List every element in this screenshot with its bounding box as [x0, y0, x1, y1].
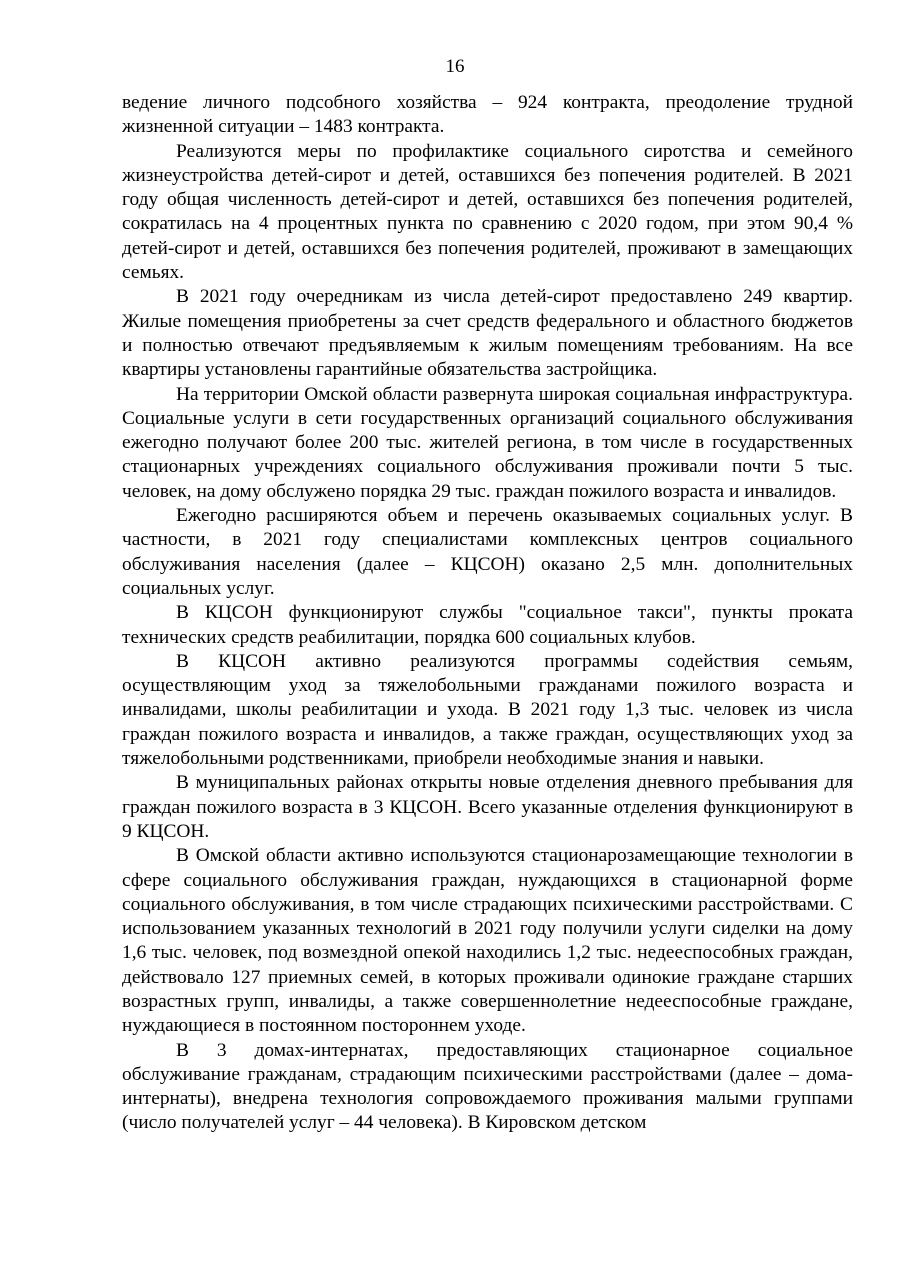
- paragraph-3: В 2021 году очередникам из числа детей-сирот предоставлено 249 квартир. Жилые помещения приобретены за счет средств федерального и областного бюджетов и полностью отвечают предъявляемым к жилым помещениям требованиям. На все квартиры установлены гарантийные обязательства застройщика.: [122, 286, 853, 381]
- paragraph-7: В КЦСОН активно реализуются программы содействия семьям, осуществляющим уход за тяжелобольными гражданами пожилого возраста и инвалидами, школы реабилитации и ухода. В 2021 году 1,3 тыс. человек из числа граждан пожилого возраста и инвалидов, а также граждан, осуществляющих уход за тяжелобольными родственниками, приобрели необходимые знания и навыки.: [122, 650, 853, 770]
- paragraph-10: В 3 домах-интернатах, предоставляющих стационарное социальное обслуживание гражданам, страдающим психическими расстройствами (далее – дома-интернаты), внедрена технология сопровождаемого проживания малыми группами (число получателей услуг – 44 человека). В Кировском детском: [122, 1039, 853, 1134]
- paragraph-4: На территории Омской области развернута широкая социальная инфраструктура. Социальные услуги в сети государственных организаций социального обслуживания ежегодно получают более 200 тыс. жителей региона, в том числе в государственных стационарных учреждениях социального обслуживания проживали почти 5 тыс. человек, на дому обслужено порядка 29 тыс. граждан пожилого возраста и инвалидов.: [122, 383, 853, 502]
- page-number: 16: [445, 56, 465, 77]
- paragraph-1: ведение личного подсобного хозяйства – 924 контракта, преодоление трудной жизненной ситуации – 1483 контракта.: [122, 92, 853, 138]
- paragraph-2: Реализуются меры по профилактике социального сиротства и семейного жизнеустройства детей-сирот и детей, оставшихся без попечения родителей. В 2021 году общая численность детей-сирот и детей, оставшихся без попечения родителей, сократилась на 4 процентных пункта по сравнению с 2020 годом, при этом 90,4 % детей-сирот и детей, оставшихся без попечения родителей, проживают в замещающих семьях.: [122, 140, 853, 284]
- paragraph-6: В КЦСОН функционируют службы "социальное такси", пункты проката технических средств реабилитации, порядка 600 социальных клубов.: [122, 602, 853, 648]
- paragraph-8: В муниципальных районах открыты новые отделения дневного пребывания для граждан пожилого возраста в 3 КЦСОН. Всего указанные отделения функционируют в 9 КЦСОН.: [122, 772, 853, 842]
- paragraph-9: В Омской области активно используются стационарозамещающие технологии в сфере социального обслуживания граждан, нуждающихся в стационарной форме социального обслуживания, в том числе страдающих психическими расстройствами. С использованием указанных технологий в 2021 году получили услуги сиделки на дому 1,6 тыс. человек, под возмездной опекой находились 1,2 тыс. недееспособных граждан, действовало 127 приемных семей, в которых проживали одинокие граждане старших возрастных групп, инвалиды, а также совершеннолетние недееспособные граждане, нуждающиеся в постоянном постороннем уходе.: [122, 845, 853, 1037]
- paragraph-5: Ежегодно расширяются объем и перечень оказываемых социальных услуг. В частности, в 2021 году специалистами комплексных центров социального обслуживания населения (далее – КЦСОН) оказано 2,5 млн. дополнительных социальных услуг.: [122, 505, 853, 599]
- body-text: [122, 91, 853, 1136]
